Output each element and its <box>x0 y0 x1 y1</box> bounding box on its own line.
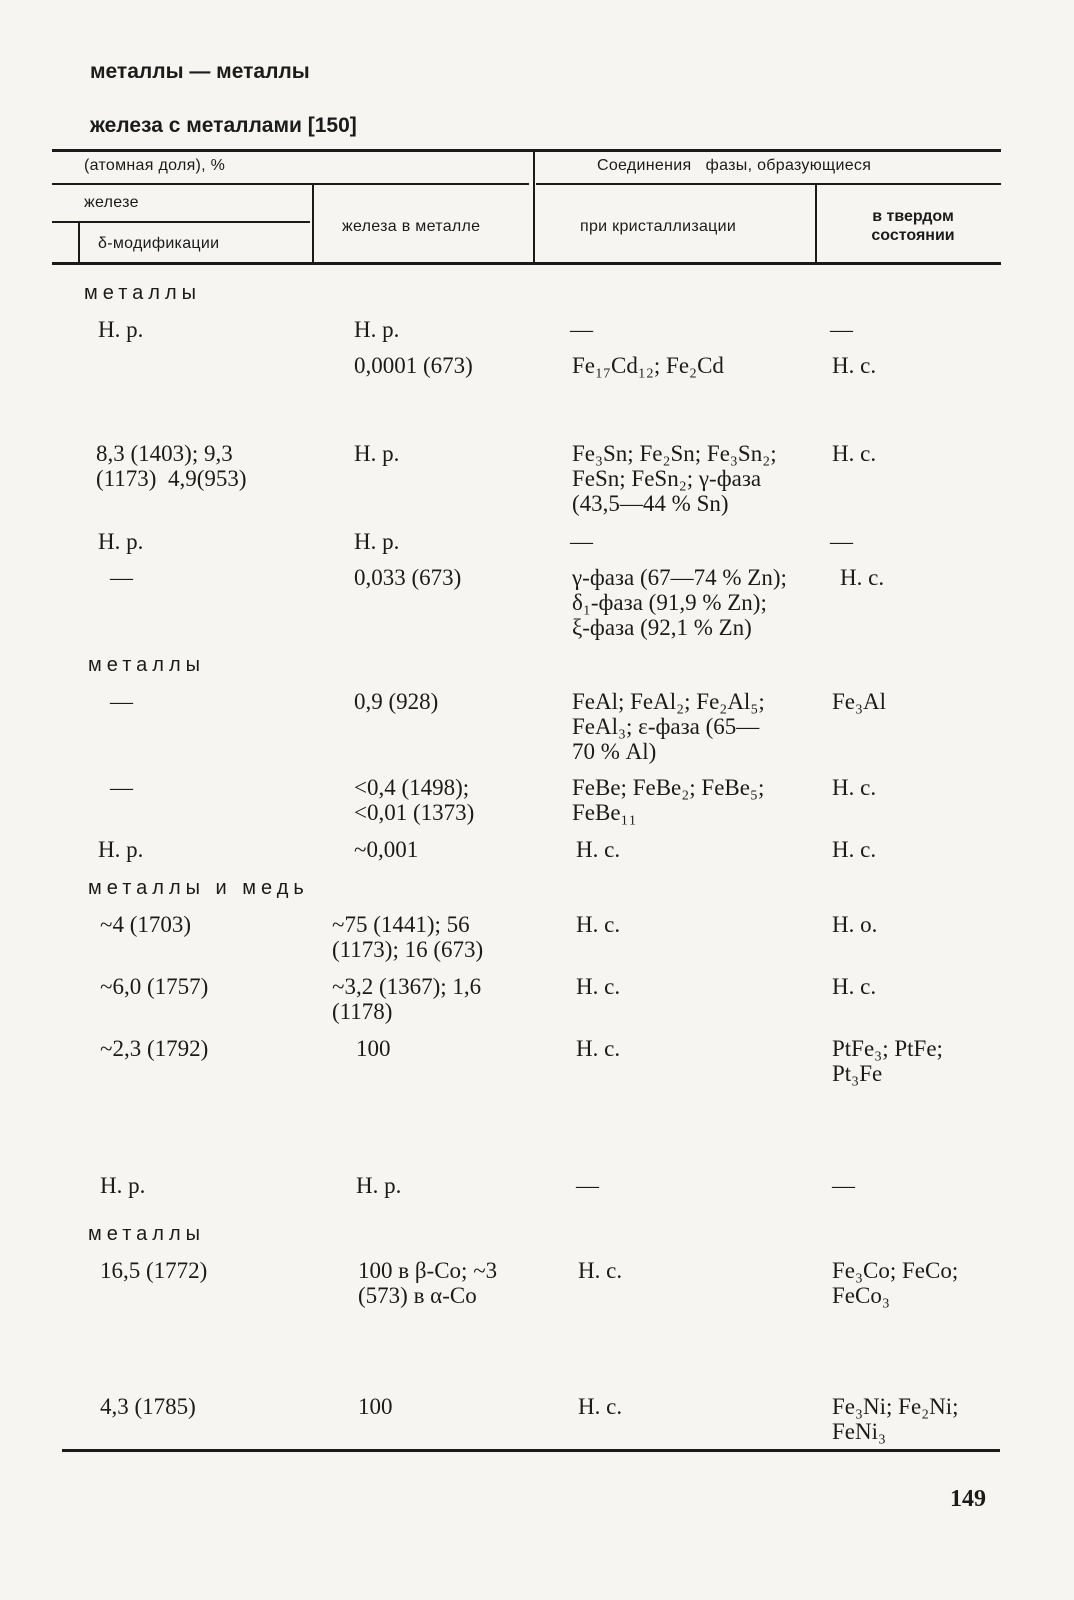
table-cell: Н. р. <box>100 1173 146 1198</box>
table-caption: железа с металлами [150] <box>90 114 357 137</box>
table-cell: ~3,2 (1367); 1,6 (1178) <box>332 974 482 1024</box>
table-cell: Н. р. <box>354 529 400 554</box>
head-divider-solid <box>815 185 817 262</box>
table-cell: — <box>570 317 593 342</box>
table-cell: PtFe₃; PtFe; Pt₃Fe <box>832 1036 943 1086</box>
table-cell: 100 в β-Co; ~3 (573) в α-Co <box>358 1258 498 1308</box>
table-cell: — <box>110 689 133 714</box>
table-cell: Н. с. <box>832 974 877 999</box>
table-cell: Н. с. <box>832 441 877 466</box>
table-cell: Fe₃Sn; Fe₂Sn; Fe₃Sn₂; FeSn; FeSn₂; γ-фаза (43,5—44 % Sn) <box>572 441 777 516</box>
header-solid-state: в твердом состоянии <box>871 208 955 244</box>
table-cell: ~75 (1441); 56 (1173); 16 (673) <box>332 912 484 962</box>
table-cell: 16,5 (1772) <box>100 1258 208 1283</box>
table-cell: Fe₃Co; FeCo; FeCo₃ <box>832 1258 959 1308</box>
table-cell: Н. с. <box>832 353 877 378</box>
header-crystallization: при кристаллизации <box>580 218 737 235</box>
table-cell: Н. с. <box>576 1036 621 1061</box>
head-divider-main <box>533 151 535 262</box>
head-bottom-rule <box>52 262 1001 265</box>
table-cell: 100 <box>356 1036 391 1061</box>
table-cell: Н. р. <box>354 441 400 466</box>
head-rule-fe <box>52 221 310 223</box>
table-cell: Н. с. <box>832 775 877 800</box>
section-label: металлы <box>88 654 205 676</box>
section-label: металлы и медь <box>88 877 309 899</box>
table-cell: 0,0001 (673) <box>354 353 473 378</box>
table-cell: Fe₃Al <box>832 689 887 714</box>
table-cell: Н. р. <box>354 317 400 342</box>
table-cell: Н. р. <box>98 317 144 342</box>
table-cell: ~6,0 (1757) <box>100 974 209 999</box>
table-cell: <0,4 (1498); <0,01 (1373) <box>354 775 475 825</box>
table-cell: — <box>830 529 853 554</box>
head-divider-fe <box>312 185 314 262</box>
table-cell: Н. с. <box>576 837 621 862</box>
running-title: металлы — металлы <box>90 60 310 83</box>
table-cell: Н. с. <box>576 974 621 999</box>
table-cell: Н. о. <box>832 912 878 937</box>
table-cell: Н. р. <box>98 837 144 862</box>
table-cell: Fe₃Ni; Fe₂Ni; FeNi₃ <box>832 1394 959 1444</box>
table-cell: ~0,001 <box>354 837 419 862</box>
table-top-rule <box>52 149 1001 152</box>
table-cell: Fe₁₇Cd₁₂; Fe₂Cd <box>572 353 724 378</box>
table-cell: Н. с. <box>576 912 621 937</box>
head-divider-delta <box>78 223 80 262</box>
table-cell: — <box>570 529 593 554</box>
table-cell: 100 <box>358 1394 393 1419</box>
table-cell: — <box>832 1173 855 1198</box>
table-cell: Н. с. <box>578 1258 623 1283</box>
table-cell: Н. р. <box>356 1173 402 1198</box>
table-cell: Н. с. <box>840 565 885 590</box>
table-cell: FeAl; FeAl₂; Fe₂Al₅; FeAl₃; ε-фаза (65— 70 % Al) <box>572 689 765 764</box>
table-cell: 8,3 (1403); 9,3 (1173) 4,9(953) <box>96 441 247 491</box>
header-fe: железе <box>84 194 139 211</box>
table-cell: ~2,3 (1792) <box>100 1036 209 1061</box>
head-rule-right <box>536 183 1001 185</box>
table-bottom-rule <box>62 1449 1000 1452</box>
head-rule-left <box>52 183 529 185</box>
header-delta: δ-модификации <box>98 235 220 252</box>
table-cell: — <box>830 317 853 342</box>
table-cell: — <box>110 775 133 800</box>
table-cell: FeBe; FeBe₂; FeBe₅; FeBe₁₁ <box>572 775 765 825</box>
section-label: металлы <box>88 1223 205 1245</box>
table-cell: γ-фаза (67—74 % Zn); δ₁-фаза (91,9 % Zn); ξ-фаза (92,1 % Zn) <box>572 565 787 640</box>
table-cell: 4,3 (1785) <box>100 1394 196 1419</box>
table-cell: Н. с. <box>578 1394 623 1419</box>
table-cell: ~4 (1703) <box>100 912 192 937</box>
header-in-metal: железа в металле <box>342 218 481 235</box>
header-atomic-share: (атомная доля), % <box>84 157 226 174</box>
table-cell: 0,033 (673) <box>354 565 462 590</box>
page-number: 149 <box>950 1486 986 1512</box>
table-cell: — <box>110 565 133 590</box>
table-cell: Н. р. <box>98 529 144 554</box>
table-cell: — <box>576 1173 599 1198</box>
section-label: металлы <box>84 282 201 304</box>
table-cell: Н. с. <box>832 837 877 862</box>
header-compounds: Соединения фазы, образующиеся <box>597 157 872 174</box>
table-cell: 0,9 (928) <box>354 689 439 714</box>
